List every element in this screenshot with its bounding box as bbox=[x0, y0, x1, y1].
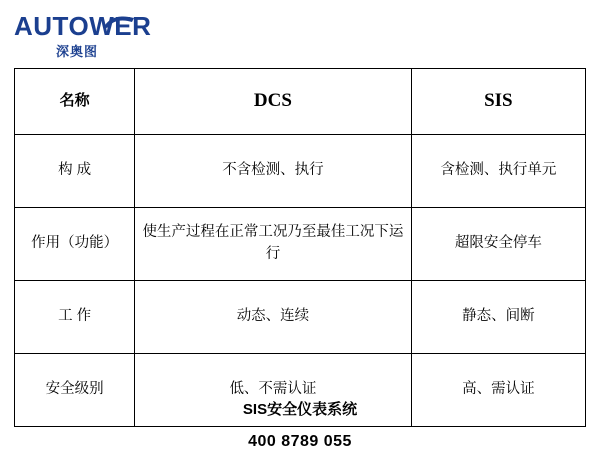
column-header-sis: SIS bbox=[411, 69, 585, 135]
row-label-function: 作用（功能） bbox=[15, 208, 135, 281]
comparison-table-wrapper bbox=[14, 68, 586, 427]
row-label-composition: 构 成 bbox=[15, 135, 135, 208]
table-body bbox=[15, 135, 586, 427]
cell-dcs-function: 使生产过程在正常工况乃至最佳工况下运行 bbox=[135, 208, 411, 281]
table-row bbox=[15, 135, 586, 208]
cell-dcs-safety-level: 低、不需认证 bbox=[135, 354, 411, 427]
brand-logo bbox=[14, 12, 164, 58]
footer bbox=[0, 398, 600, 454]
table-row bbox=[15, 281, 586, 354]
swoosh-accent-icon bbox=[102, 14, 136, 30]
footer-phone: 400 8789 055 bbox=[248, 433, 352, 450]
cell-dcs-operation: 动态、连续 bbox=[135, 281, 411, 354]
row-label-safety-level: 安全级别 bbox=[15, 354, 135, 427]
table-header-row bbox=[15, 69, 586, 135]
cell-sis-safety-level: 高、需认证 bbox=[411, 354, 585, 427]
column-header-name: 名称 bbox=[15, 69, 135, 135]
table-head bbox=[15, 69, 586, 135]
table-row bbox=[15, 208, 586, 281]
brand-chinese-name: 深奥图 bbox=[56, 44, 99, 59]
row-label-operation: 工 作 bbox=[15, 281, 135, 354]
column-header-dcs: DCS bbox=[135, 69, 411, 135]
cell-sis-function: 超限安全停车 bbox=[411, 208, 585, 281]
footer-title: SIS安全仪表系统 bbox=[242, 401, 358, 418]
brand-wordmark: AUTOWER bbox=[14, 11, 152, 41]
comparison-table bbox=[14, 68, 586, 427]
cell-dcs-composition: 不含检测、执行 bbox=[135, 135, 411, 208]
cell-sis-composition: 含检测、执行单元 bbox=[411, 135, 585, 208]
cell-sis-operation: 静态、间断 bbox=[411, 281, 585, 354]
